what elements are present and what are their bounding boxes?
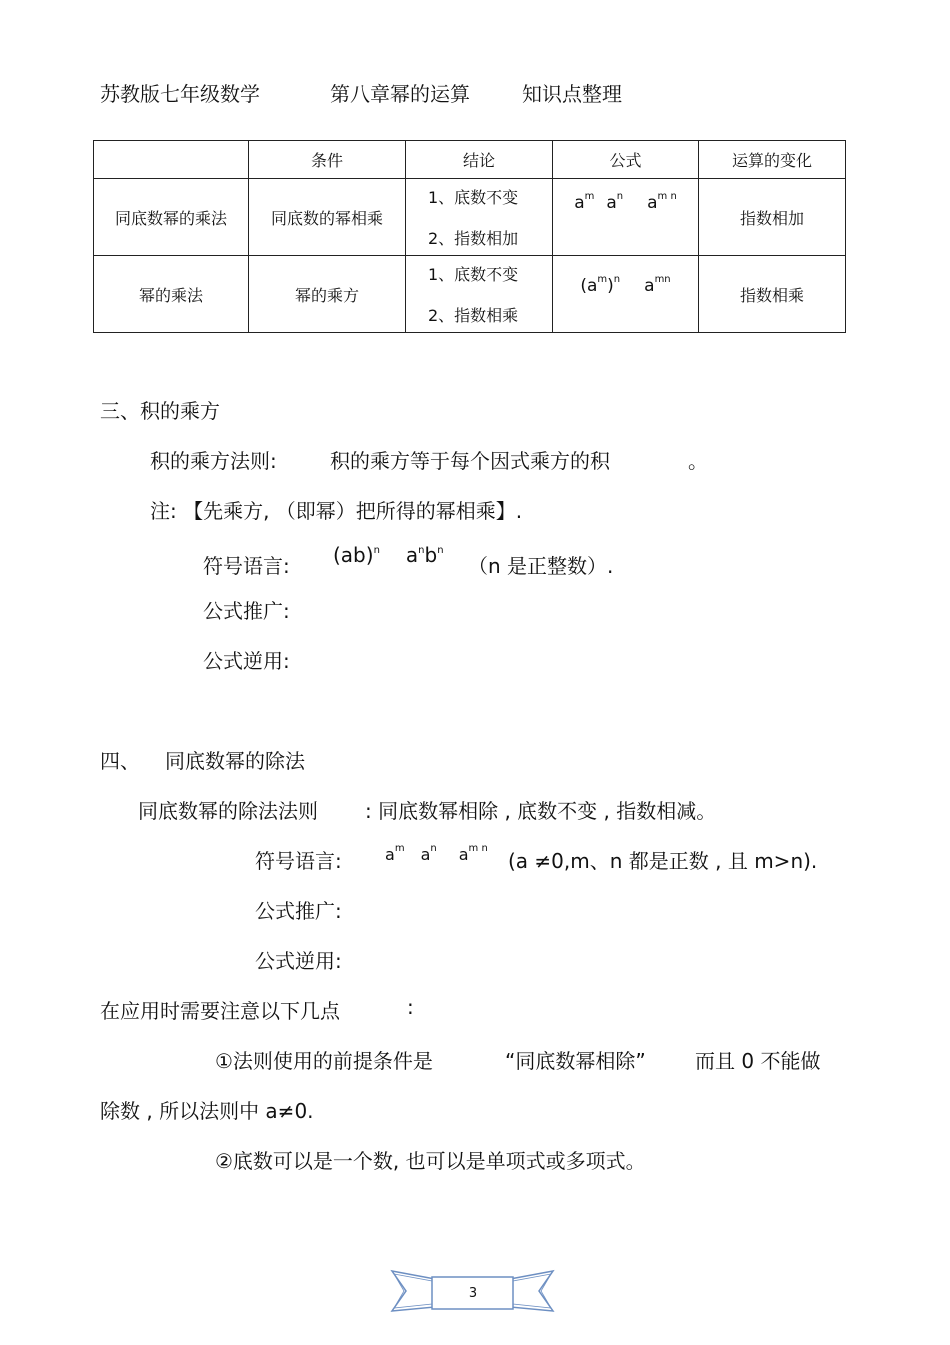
table-cell-change: 指数相加 (699, 179, 846, 256)
table-header-cell: 条件 (249, 141, 406, 179)
section4-inverse-label: 公式逆用: (255, 949, 342, 973)
table-row (94, 256, 846, 333)
table-row (94, 179, 846, 256)
section4-notes-intro: 在应用时需要注意以下几点 (100, 999, 340, 1023)
section4-note1-part2: 而且 0 不能做 (695, 1049, 821, 1073)
table-header-cell: 运算的变化 (699, 141, 846, 179)
table-cell-change: 指数相乘 (699, 256, 846, 333)
table-header-cell: 结论 (406, 141, 553, 179)
section4-rule-label: 同底数幂的除法法则 (138, 799, 318, 823)
conclusion-line: 1、底数不变 (428, 188, 519, 207)
table-header-cell: 公式 (553, 141, 699, 179)
table-header-cell (94, 141, 249, 179)
section4-title: 同底数幂的除法 (165, 749, 305, 773)
section3-symbol-label: 符号语言: (203, 554, 290, 578)
table-cell-conclusion (406, 179, 553, 256)
table-cell-condition: 幂的乘方 (249, 256, 406, 333)
doc-title-topic: 知识点整理 (522, 82, 622, 106)
conclusion-line: 1、底数不变 (428, 265, 519, 284)
formula-quotient-of-powers: $a^m$ $a^n$ $a^{m n}$ (385, 843, 488, 864)
table-header-row (94, 141, 846, 179)
section4-generalize-label: 公式推广: (255, 899, 342, 923)
section4-symbol-label: 符号语言: (255, 849, 342, 873)
section3-note: 注: 【先乘方, （即幂）把所得的幂相乘】. (150, 499, 523, 523)
table-cell-condition: 同底数的幂相乘 (249, 179, 406, 256)
section4-note1-part1: ①法则使用的前提条件是 (215, 1049, 433, 1073)
formula-product-of-powers: $a^m$ $a^n$ $a^{m n}$ (574, 191, 677, 213)
section4-note1-quote: “同底数幂相除” (505, 1049, 646, 1073)
conclusion-line: 2、指数相乘 (428, 306, 519, 325)
section3-generalize-label: 公式推广: (203, 599, 290, 623)
table-cell-conclusion (406, 256, 553, 333)
page-number: 3 (468, 1285, 478, 1301)
conclusion-line: 2、指数相加 (428, 229, 519, 248)
section4-symbol-suffix: (a ≠0,m、n 都是正数 , 且 m>n). (508, 849, 818, 873)
section4-title-number: 四、 (100, 749, 140, 773)
table-cell-formula (553, 179, 699, 256)
section4-note1-part3: 除数 , 所以法则中 a≠0. (100, 1099, 314, 1123)
summary-table (93, 140, 846, 333)
table-cell-name: 幂的乘法 (94, 256, 249, 333)
section3-symbol-suffix: （n 是正整数）. (468, 554, 614, 578)
table-cell-formula (553, 256, 699, 333)
section4-rule-text: : 同底数幂相除 , 底数不变 , 指数相减。 (365, 799, 717, 823)
doc-title-book: 苏教版七年级数学 (100, 82, 260, 106)
section4-notes-colon: : (407, 995, 414, 1019)
section3-title: 三、积的乘方 (100, 399, 220, 423)
section3-inverse-label: 公式逆用: (203, 649, 290, 673)
section3-rule-end: 。 (688, 449, 708, 473)
doc-title-chapter: 第八章幂的运算 (330, 82, 470, 106)
section3-rule-text: 积的乘方等于每个因式乘方的积 (330, 449, 610, 473)
formula-power-of-power: $(a^m)^n$ $a^{mn}$ (580, 274, 671, 296)
table-cell-name: 同底数幂的乘法 (94, 179, 249, 256)
section4-note2: ②底数可以是一个数, 也可以是单项式或多项式。 (215, 1149, 646, 1173)
section3-rule-label: 积的乘方法则: (150, 449, 277, 473)
formula-power-of-product: (ab)$^n$ $a^nb^n$ (333, 543, 444, 567)
